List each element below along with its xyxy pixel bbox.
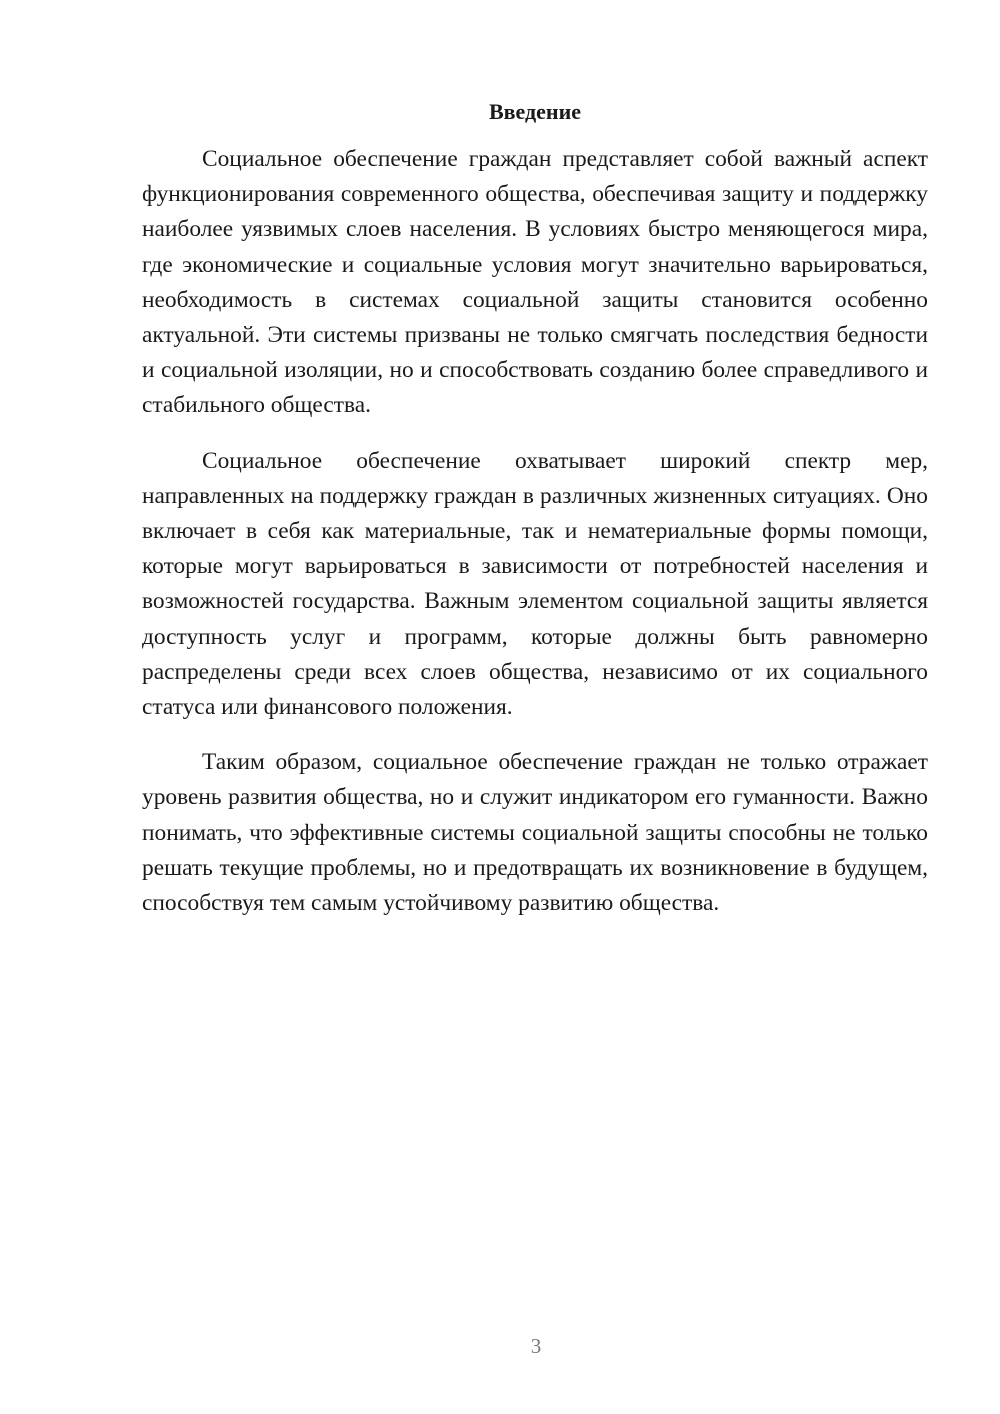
page-number: 3 [530,1334,542,1358]
paragraph-2: Социальное обеспечение охватывает широкий спектр мер, направленных на поддержку граждан в различных жизненных ситуациях. Оно включает в себя как материальные, так и нематериальные формы помощи, которые могут варьироваться в зависимости от потребностей населения и возможностей государства. Важным элементом социальной защиты является доступность услуг и программ, которые должны быть равномерно распределены среди всех слоев общества, независимо от их социального статуса или финансового положения. [142,447,928,721]
body-text [142,142,928,941]
paragraph-1: Социальное обеспечение граждан представляет собой важный аспект функционирования современного общества, обеспечивая защиту и поддержку наиболее уязвимых слоев населения. В условиях быстро меняющегося мира, где экономические и социальные условия могут значительно варьироваться, необходимость в системах социальной защиты становится особенно актуальной. Эти системы призваны не только смягчать последствия бедности и социальной изоляции, но и способствовать созданию более справедливого и стабильного общества. [142,146,928,419]
paragraph-3: Таким образом, социальное обеспечение граждан не только отражает уровень развития общества, но и служит индикатором его гуманности. Важно понимать, что эффективные системы социальной защиты способны не только решать текущие проблемы, но и предотвращать их возникновение в будущем, способствуя тем самым устойчивому развитию общества. [142,749,928,917]
section-heading: Введение [488,99,582,124]
